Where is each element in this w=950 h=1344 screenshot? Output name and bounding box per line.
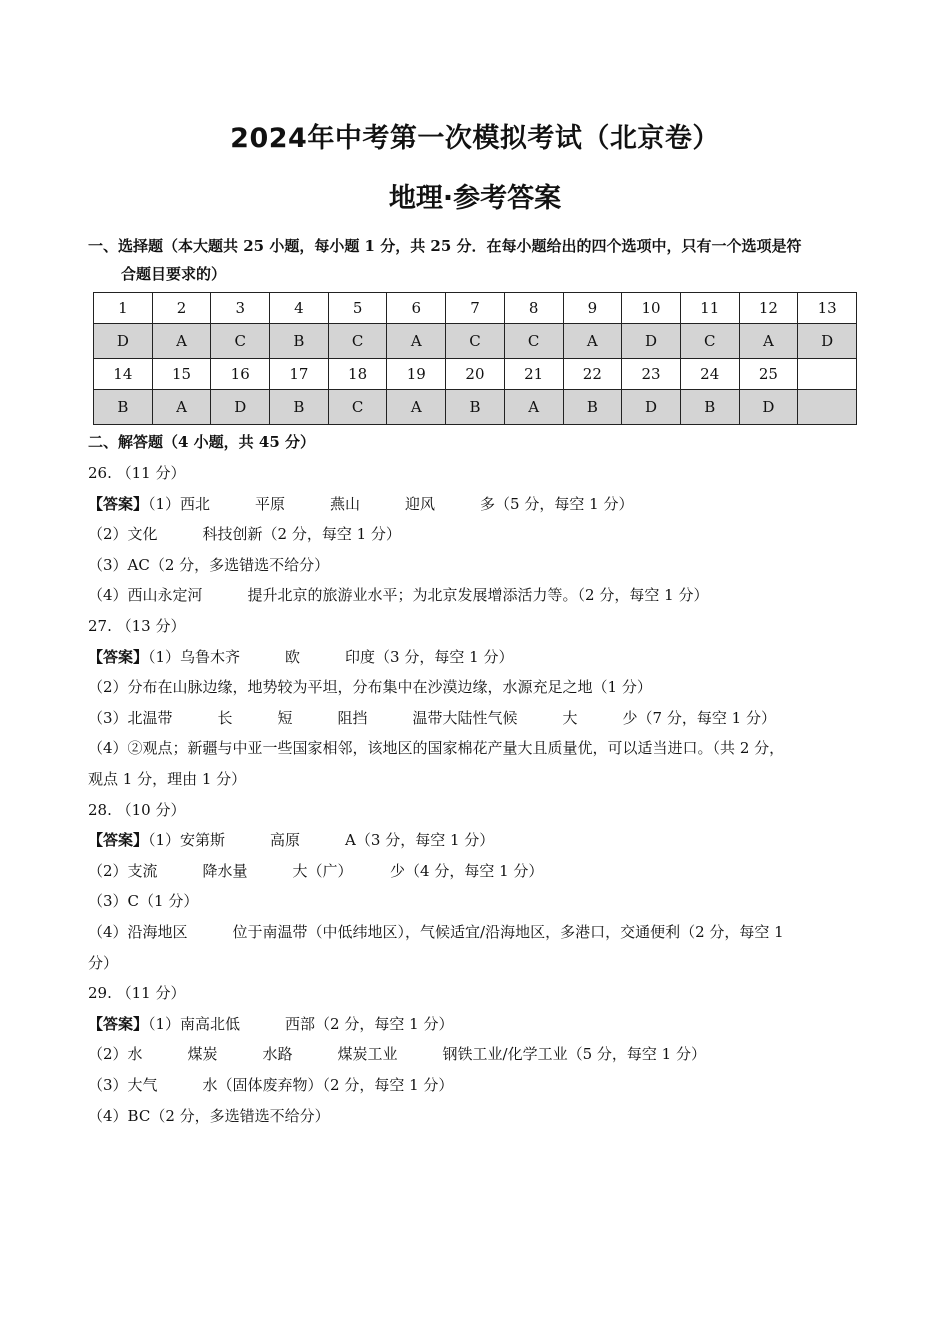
answer-line — [88, 768, 246, 789]
answer-cell: B — [270, 324, 329, 359]
answer-cell: C — [504, 324, 563, 359]
answer-line — [88, 1105, 330, 1126]
answer-line — [88, 860, 543, 881]
question-number-cell: 22 — [563, 359, 622, 390]
answer-line — [88, 921, 784, 942]
page-subtitle: 地理·参考答案 — [388, 183, 562, 214]
answer-tag: 【答案】 — [88, 647, 149, 666]
question-number-row — [94, 359, 857, 390]
answer-cell: B — [446, 390, 505, 425]
answer-line — [88, 1074, 453, 1095]
answer-text: （1）安第斯 高原 A（3 分，每空 1 分） — [148, 831, 495, 850]
answer-cell: A — [563, 324, 622, 359]
question-number-cell: 19 — [387, 359, 446, 390]
answer-row — [94, 390, 857, 425]
answer-cell: A — [387, 390, 446, 425]
answer-text: （3）C（1 分） — [88, 892, 199, 911]
question-label: 27. （13 分） — [88, 617, 186, 635]
question-number-cell: 16 — [211, 359, 270, 390]
section2-heading: 二、解答题（4 小题，共 45 分） — [88, 433, 315, 451]
answer-cell: A — [739, 324, 798, 359]
answer-line — [88, 829, 494, 850]
answer-cell: A — [152, 324, 211, 359]
question-number-cell: 6 — [387, 293, 446, 324]
answer-cell: C — [328, 390, 387, 425]
question-number-cell: 25 — [739, 359, 798, 390]
question-number-cell: 2 — [152, 293, 211, 324]
section1-heading-cont: 合题目要求的） — [121, 265, 227, 283]
question-number-cell: 1 — [94, 293, 153, 324]
answer-text: （3）大气 水（固体废弃物）（2 分，每空 1 分） — [88, 1076, 454, 1094]
answer-text: （4）沿海地区 位于南温带（中低纬地区），气候适宜/沿海地区，多港口，交通便利（2 分，每空 1 — [88, 923, 784, 941]
answer-key-table — [93, 292, 857, 425]
question-label: 28. （10 分） — [88, 800, 186, 819]
question-number-cell: 11 — [680, 293, 739, 324]
question-number-cell: 21 — [504, 359, 563, 390]
section1-heading: 一、选择题（本大题共 25 小题，每小题 1 分，共 25 分．在每小题给出的四个选项中，只有一个选项是符 — [88, 237, 802, 255]
answer-text: 观点 1 分，理由 1 分） — [88, 770, 247, 788]
question-number-cell: 3 — [211, 293, 270, 324]
answer-cell: D — [622, 324, 681, 359]
question-number-cell: 23 — [622, 359, 681, 390]
answer-cell: C — [680, 324, 739, 359]
answer-text: （1）乌鲁木齐 欧 印度（3 分，每空 1 分） — [148, 647, 514, 666]
answer-cell: B — [94, 390, 153, 425]
answer-tag: 【答案】 — [88, 831, 149, 850]
answer-cell: A — [387, 324, 446, 359]
answer-text: （3）北温带 长 短 阻挡 温带大陆性气候 大 少（7 分，每空 1 分） — [88, 708, 776, 727]
answer-line — [88, 676, 652, 697]
answer-text: （2）分布在山脉边缘，地势较为平坦，分布集中在沙漠边缘，水源充足之地（1 分） — [88, 678, 652, 697]
answer-text: （2）水 煤炭 水路 煤炭工业 钢铁工业/化学工业（5 分，每空 1 分） — [88, 1045, 706, 1064]
answer-text: （2）支流 降水量 大（广） 少（4 分，每空 1 分） — [88, 861, 544, 880]
question-number-cell: 17 — [270, 359, 329, 390]
question-number-cell: 8 — [504, 293, 563, 324]
answer-line — [88, 554, 329, 575]
answer-cell: B — [563, 390, 622, 425]
answer-cell: D — [798, 324, 857, 359]
answer-line — [88, 737, 784, 758]
answer-row — [94, 324, 857, 359]
question-number-cell: 18 — [328, 359, 387, 390]
question-number-cell: 14 — [94, 359, 153, 390]
question-label: 26. （11 分） — [88, 464, 186, 482]
answer-text: 分） — [88, 953, 119, 972]
answer-line — [88, 1043, 706, 1064]
answer-cell: B — [270, 390, 329, 425]
answer-cell: D — [622, 390, 681, 425]
answer-text: （1）南高北低 西部（2 分，每空 1 分） — [148, 1014, 454, 1033]
answer-text: （3）AC（2 分，多选错选不给分） — [88, 555, 330, 574]
answer-tag: 【答案】 — [88, 1014, 149, 1033]
answer-line — [88, 646, 513, 667]
answer-line — [88, 707, 776, 728]
answer-tag: 【答案】 — [88, 494, 149, 513]
question-number-cell: 5 — [328, 293, 387, 324]
answer-line — [88, 952, 118, 973]
question-number-cell: 20 — [446, 359, 505, 390]
question-number-cell: 15 — [152, 359, 211, 390]
answer-cell: B — [680, 390, 739, 425]
answer-line — [88, 523, 401, 544]
answer-cell: C — [211, 324, 270, 359]
answer-line — [88, 1013, 453, 1034]
question-number-row — [94, 293, 857, 324]
answer-line — [88, 890, 198, 911]
question-number-cell: 12 — [739, 293, 798, 324]
question-label: 29. （11 分） — [88, 984, 186, 1003]
answer-cell: A — [152, 390, 211, 425]
answer-cell: D — [94, 324, 153, 359]
answer-cell — [798, 390, 857, 425]
question-number-cell: 13 — [798, 293, 857, 324]
answer-text: （1）西北 平原 燕山 迎风 多（5 分，每空 1 分） — [148, 494, 634, 513]
question-number-cell: 7 — [446, 293, 505, 324]
answer-cell: C — [328, 324, 387, 359]
question-number-cell: 10 — [622, 293, 681, 324]
question-number-cell: 4 — [270, 293, 329, 324]
answer-text: （4）西山永定河 提升北京的旅游业水平；为北京发展增添活力等。（2 分，每空 1 分） — [88, 586, 709, 605]
answer-cell: C — [446, 324, 505, 359]
answer-cell: D — [211, 390, 270, 425]
answer-text: （2）文化 科技创新（2 分，每空 1 分） — [88, 525, 401, 544]
page-title: 2024年中考第一次模拟考试（北京卷） — [230, 123, 720, 154]
answer-cell: A — [504, 390, 563, 425]
answer-text: （4）BC（2 分，多选错选不给分） — [88, 1106, 330, 1125]
answer-line — [88, 493, 633, 514]
question-number-cell — [798, 359, 857, 390]
question-number-cell: 9 — [563, 293, 622, 324]
answer-line — [88, 584, 708, 605]
question-number-cell: 24 — [680, 359, 739, 390]
answer-cell: D — [739, 390, 798, 425]
answer-text: （4）②观点；新疆与中亚一些国家相邻，该地区的国家棉花产量大且质量优，可以适当进口。（共 2 分， — [88, 739, 785, 758]
